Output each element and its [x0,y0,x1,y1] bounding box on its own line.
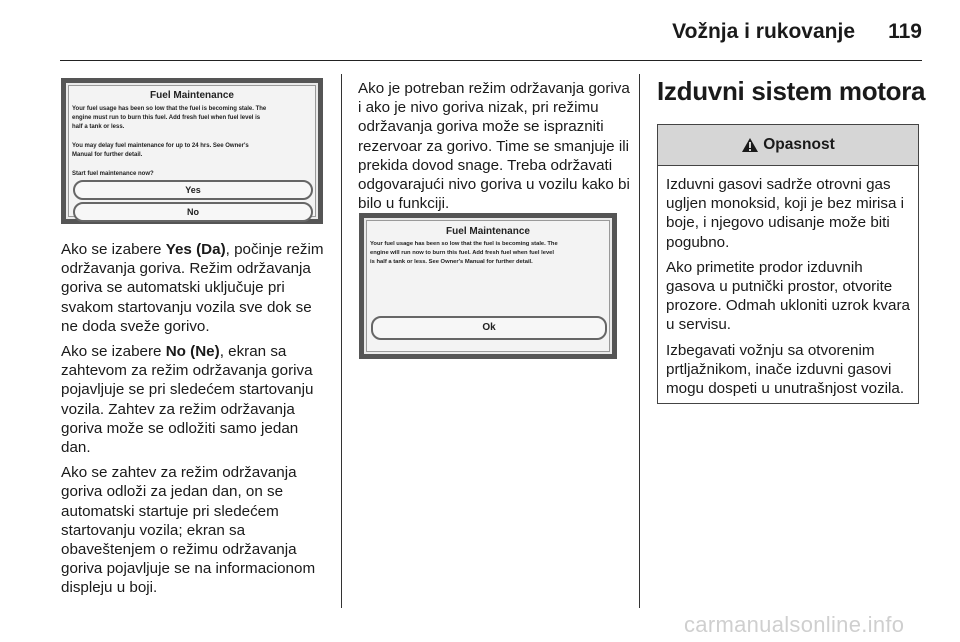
chapter-title: Vožnja i rukovanje [672,20,855,43]
paragraph: Ako se izabere Yes (Da), počinje režim održavanja goriva. Režim održavanja goriva se automatski uključuje pri svakom startovanju vozila sve dok se ne doda sveže gorivo. [61,241,324,335]
left-column-text [61,240,329,604]
warning-triangle-icon [741,137,759,153]
screen-display [68,85,316,217]
screen-display [366,220,610,352]
option-no-label: No (Ne) [165,343,220,361]
watermark: carmanualsonline.info [684,612,905,637]
screen-message-line: is half a tank or less. See Owner's Manual for further detail. [370,259,533,265]
warning-header [658,125,918,166]
screen-message-line: Start fuel maintenance now? [72,171,154,177]
screen-message-line: You may delay fuel maintenance for up to 24 hrs. See Owner's [72,143,249,149]
paragraph: Ako se izabere No (Ne), ekran sa zahtevom za režim održavanja goriva pojavljuje se pri sledećem startovanju vozila. Zahtev za režim održavanja goriva može se odložiti samo jedan dan. [61,343,314,457]
fuel-maintenance-screen-ok [359,213,617,359]
screen-message-line: engine will run now to burn this fuel. Add fresh fuel when fuel level [370,250,555,256]
page-number: 119 [888,20,922,43]
screen-title: Fuel Maintenance [446,226,530,237]
warning-title: Opasnost [763,136,835,153]
warning-body [658,166,918,398]
warning-paragraph: Ako primetite prodor izduvnih gasova u putnički prostor, otvorite prozore. Odmah ukloniti uzrok kvara u servisu. [666,258,910,334]
column-divider-1 [341,74,342,608]
option-yes-label: Yes (Da) [165,241,226,258]
screen-title: Fuel Maintenance [150,90,234,101]
no-button[interactable]: No [73,202,313,222]
screen-message-line: Manual for further detail. [72,152,143,158]
warning-paragraph: Izbegavati vožnju sa otvorenim prtljažnikom, inače izduvni gasovi mogu dospeti u unutrašnjost vozila. [666,341,905,398]
middle-column-text [358,79,630,219]
fuel-maintenance-screen-yes-no [61,78,323,224]
ok-button[interactable]: Ok [371,316,607,340]
screen-message-line: Your fuel usage has been so low that the fuel is becoming stale. The [370,241,558,247]
section-heading: Izduvni sistem motora [657,76,926,106]
warning-paragraph: Izduvni gasovi sadrže otrovni gas ugljen monoksid, koji je bez mirisa i boje, i njegovo udisanje može biti pogubno. [666,176,905,251]
paragraph: Ako se zahtev za režim održavanja goriva odloži za jedan dan, on se automatski startuje pri sledećem startovanju vozila; ekran sa obaveštenjem o režimu održavanja goriva pojavljuje se na informacionom displeju u boji. [61,464,316,597]
header-rule [60,60,922,61]
column-divider-2 [639,74,640,608]
screen-message-line: Your fuel usage has been so low that the fuel is becoming stale. The [72,106,267,112]
paragraph: Ako je potreban režim održavanja goriva i ako je nivo goriva nizak, pri režimu održavanja goriva može se isprazniti rezervoar za gorivo. Time se smanjuje ili prekida dovod snage. Treba održavati odgovarajući nivo goriva u vozilu kako bi bilo u funkciji. [358,80,630,213]
screen-message-line: engine must run to burn this fuel. Add fresh fuel when fuel level is [72,115,261,121]
screen-message-line: half a tank or less. [72,124,125,130]
yes-button[interactable]: Yes [73,180,313,200]
danger-warning-box [657,124,919,404]
